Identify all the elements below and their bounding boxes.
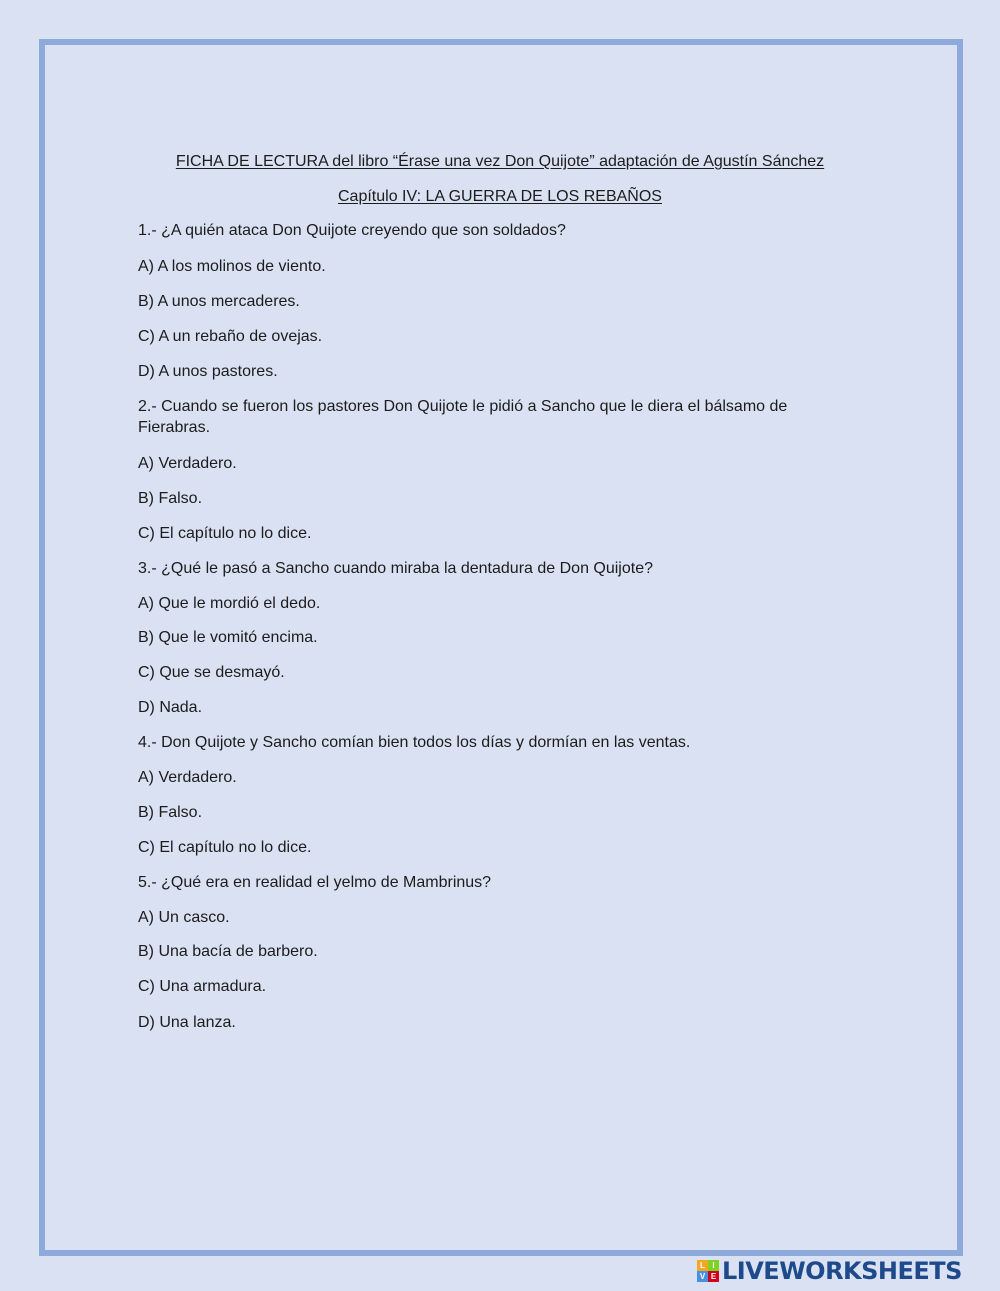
logo-letter: E [708, 1271, 719, 1282]
q4-option-c: C) El capítulo no lo dice. [138, 839, 312, 856]
chapter-title: Capítulo IV: LA GUERRA DE LOS REBAÑOS [338, 188, 662, 205]
logo-letter: V [697, 1271, 708, 1282]
q3-option-d: D) Nada. [138, 699, 203, 716]
q1-option-c: C) A un rebaño de ovejas. [138, 328, 323, 345]
question-5: 5.- ¿Qué era en realidad el yelmo de Mambrinus? [138, 874, 492, 891]
q5-option-b: B) Una bacía de barbero. [138, 943, 318, 960]
q3-option-a: A) Que le mordió el dedo. [138, 595, 321, 612]
liveworksheets-brand[interactable] [697, 1257, 962, 1285]
logo-letter: I [708, 1260, 719, 1271]
q5-option-d: D) Una lanza. [138, 1014, 236, 1031]
q1-option-b: B) A unos mercaderes. [138, 293, 300, 310]
q5-option-c: C) Una armadura. [138, 978, 267, 995]
q3-option-c: C) Que se desmayó. [138, 664, 285, 681]
q3-option-b: B) Que le vomitó encima. [138, 629, 318, 646]
q4-option-b: B) Falso. [138, 804, 203, 821]
q1-option-d: D) A unos pastores. [138, 363, 278, 380]
worksheet-title: FICHA DE LECTURA del libro “Érase una vez Don Quijote” adaptación de Agustín Sánchez [175, 153, 825, 170]
q2-option-a: A) Verdadero. [138, 455, 237, 472]
logo-letter: L [697, 1260, 708, 1271]
question-4: 4.- Don Quijote y Sancho comían bien todos los días y dormían en las ventas. [138, 734, 691, 751]
brand-name: LIVEWORKSHEETS [722, 1257, 962, 1285]
question-3: 3.- ¿Qué le pasó a Sancho cuando miraba la dentadura de Don Quijote? [138, 560, 653, 577]
question-1: 1.- ¿A quién ataca Don Quijote creyendo que son soldados? [138, 222, 566, 239]
question-2: 2.- Cuando se fueron los pastores Don Quijote le pidió a Sancho que le diera el bálsamo de Fierabras. [138, 398, 788, 436]
q4-option-a: A) Verdadero. [138, 769, 237, 786]
liveworksheets-logo-icon [697, 1260, 719, 1282]
q2-option-c: C) El capítulo no lo dice. [138, 525, 312, 542]
q2-option-b: B) Falso. [138, 490, 203, 507]
q1-option-a: A) A los molinos de viento. [138, 258, 326, 275]
q5-option-a: A) Un casco. [138, 909, 230, 926]
